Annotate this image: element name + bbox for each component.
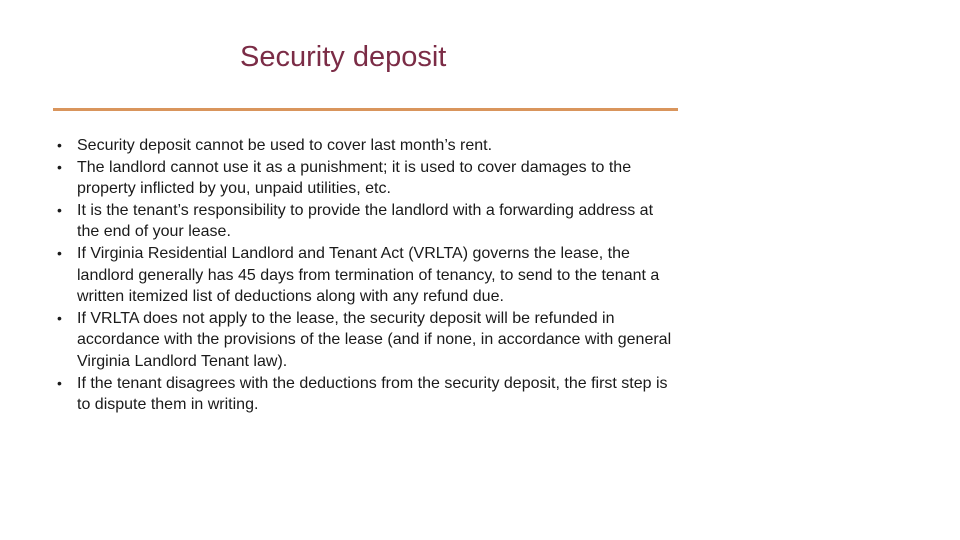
slide-title: Security deposit: [240, 41, 447, 73]
bullet-text: If the tenant disagrees with the deductions from the security deposit, the first step is to dispute them in writing.: [77, 374, 668, 414]
bullet-dot-icon: •: [57, 158, 62, 175]
bullet-dot-icon: •: [57, 309, 62, 326]
bullet-item: [53, 157, 678, 200]
bullet-item: [53, 135, 678, 157]
bullet-text: If Virginia Residential Landlord and Tenant Act (VRLTA) governs the lease, the landlord generally has 45 days from termination of tenancy, to send to the tenant a written itemized list of deductions along with any refund due.: [77, 244, 660, 306]
bullet-text: If VRLTA does not apply to the lease, the security deposit will be refunded in accordance with the provisions of the lease (and if none, in accordance with general Virginia Landlord Tenant law).: [77, 309, 672, 370]
bullet-text: It is the tenant’s responsibility to provide the landlord with a forwarding address at the end of your lease.: [77, 201, 654, 241]
bullet-item: [53, 200, 678, 243]
bullet-dot-icon: •: [57, 137, 62, 153]
bullet-list: [53, 135, 678, 416]
bullet-text: Security deposit cannot be used to cover last month’s rent.: [77, 137, 493, 154]
title-divider: [53, 108, 678, 111]
bullet-dot-icon: •: [57, 374, 62, 391]
bullet-item: [53, 308, 678, 373]
bullet-item: [53, 243, 678, 308]
bullet-item: [53, 373, 678, 416]
bullet-text: The landlord cannot use it as a punishment; it is used to cover damages to the property inflicted by you, unpaid utilities, etc.: [77, 158, 632, 198]
bullet-dot-icon: •: [57, 244, 62, 261]
bullet-dot-icon: •: [57, 201, 62, 218]
